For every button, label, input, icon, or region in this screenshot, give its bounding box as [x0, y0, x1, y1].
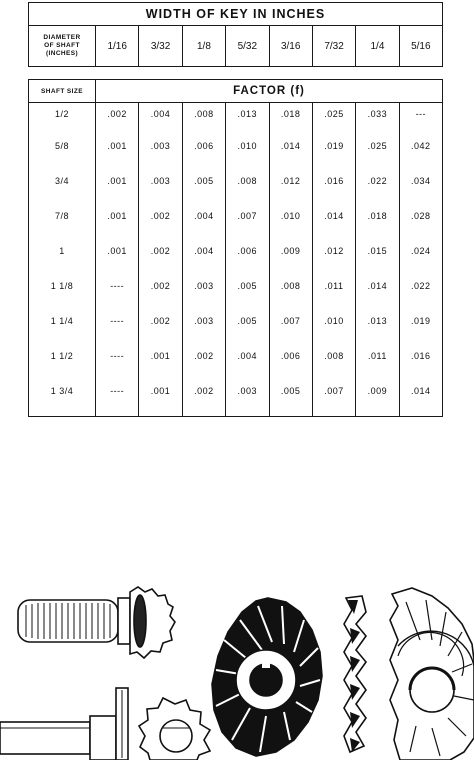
factor-value-cell: .002	[139, 308, 182, 343]
shaft-size-cell: 1 1/8	[29, 273, 96, 308]
factor-value-cell: .002	[182, 343, 225, 378]
factor-value-cell: .001	[139, 378, 182, 417]
factor-value-cell: .014	[399, 378, 442, 417]
factor-value-cell: .003	[226, 378, 269, 417]
shaft-size-header: SHAFT SIZE	[29, 80, 96, 103]
factor-value-cell: ----	[96, 273, 139, 308]
factor-value-cell: .018	[356, 203, 399, 238]
milling-cutters-illustration	[0, 560, 474, 760]
factor-value-cell: .001	[96, 133, 139, 168]
factor-value-cell: .022	[356, 168, 399, 203]
factor-value-cell: .022	[399, 273, 442, 308]
factor-value-cell: .009	[269, 238, 312, 273]
factor-value-cell: .019	[312, 133, 355, 168]
factor-value-cell: .005	[226, 273, 269, 308]
factor-value-cell: .011	[356, 343, 399, 378]
factor-value-cell: .002	[139, 203, 182, 238]
key-width-cell: 3/32	[139, 26, 182, 67]
factor-value-cell: .001	[139, 343, 182, 378]
factor-value-cell: .003	[139, 168, 182, 203]
factor-value-cell: .002	[182, 378, 225, 417]
factor-value-cell: .002	[139, 238, 182, 273]
factor-value-cell: .009	[356, 378, 399, 417]
factor-row	[29, 168, 443, 203]
factor-table-body	[29, 80, 443, 417]
factor-value-cell: .012	[312, 238, 355, 273]
factor-value-cell: .005	[269, 378, 312, 417]
factor-value-cell: .013	[356, 308, 399, 343]
factor-value-cell: .007	[312, 378, 355, 417]
factor-value-cell: .004	[182, 238, 225, 273]
key-width-cell: 1/4	[356, 26, 399, 67]
factor-value-cell: .007	[226, 203, 269, 238]
factor-value-cell: .025	[312, 103, 355, 134]
cutter-front-view-drawing	[139, 698, 210, 760]
key-width-cell: 5/32	[226, 26, 269, 67]
factor-value-cell: ----	[96, 378, 139, 417]
factor-value-cell: ---	[399, 103, 442, 134]
factor-value-cell: .006	[226, 238, 269, 273]
factor-row	[29, 133, 443, 168]
key-width-table	[28, 2, 443, 67]
factor-row	[29, 203, 443, 238]
factor-value-cell: .002	[139, 273, 182, 308]
woodruff-keyseat-cutter-drawing	[18, 587, 175, 658]
factor-value-cell: ----	[96, 343, 139, 378]
shaft-size-cell: 7/8	[29, 203, 96, 238]
factor-value-cell: ----	[96, 308, 139, 343]
factor-value-cell: .016	[312, 168, 355, 203]
factor-value-cell: .018	[269, 103, 312, 134]
key-width-cell: 7/32	[312, 26, 355, 67]
factor-value-cell: .014	[356, 273, 399, 308]
factor-value-cell: .013	[226, 103, 269, 134]
factor-value-cell: .012	[269, 168, 312, 203]
factor-value-cell: .001	[96, 203, 139, 238]
factor-value-cell: .007	[269, 308, 312, 343]
factor-value-cell: .004	[226, 343, 269, 378]
key-width-cell: 5/16	[399, 26, 442, 67]
factor-row	[29, 378, 443, 417]
factor-value-cell: .034	[399, 168, 442, 203]
factor-value-cell: .006	[269, 343, 312, 378]
factor-value-cell: .025	[356, 133, 399, 168]
factor-value-cell: .003	[182, 273, 225, 308]
shaft-size-cell: 5/8	[29, 133, 96, 168]
factor-value-cell: .014	[269, 133, 312, 168]
staggered-tooth-cutter-drawing	[212, 598, 322, 756]
shaft-size-cell: 1 3/4	[29, 378, 96, 417]
factor-row	[29, 308, 443, 343]
key-width-cell: 1/8	[182, 26, 225, 67]
factor-value-cell: .006	[182, 133, 225, 168]
factor-row	[29, 238, 443, 273]
factor-value-cell: .008	[226, 168, 269, 203]
factor-value-cell: .002	[96, 103, 139, 134]
factor-value-cell: .003	[139, 133, 182, 168]
factor-value-cell: .028	[399, 203, 442, 238]
shaft-size-cell: 1 1/2	[29, 343, 96, 378]
shaft-size-cell: 1/2	[29, 103, 96, 134]
factor-value-cell: .014	[312, 203, 355, 238]
factor-table	[28, 79, 443, 417]
factor-value-cell: .019	[399, 308, 442, 343]
factor-value-cell: .005	[182, 168, 225, 203]
factor-value-cell: .010	[312, 308, 355, 343]
shaft-size-cell: 1	[29, 238, 96, 273]
cutter-side-view-drawing	[344, 596, 366, 752]
factor-value-cell: .024	[399, 238, 442, 273]
factor-value-cell: .008	[312, 343, 355, 378]
factor-value-cell: .011	[312, 273, 355, 308]
key-width-title: WIDTH OF KEY IN INCHES	[29, 3, 443, 26]
shaft-diameter-header: DIAMETER OF SHAFT (INCHES)	[29, 26, 96, 67]
key-width-cell: 1/16	[96, 26, 139, 67]
factor-value-cell: .008	[269, 273, 312, 308]
half-side-cutter-drawing	[390, 588, 474, 760]
factor-value-cell: .015	[356, 238, 399, 273]
tshank-cutter-drawing	[0, 688, 128, 760]
factor-row	[29, 273, 443, 308]
factor-value-cell: .004	[139, 103, 182, 134]
factor-value-cell: .010	[226, 133, 269, 168]
factor-value-cell: .004	[182, 203, 225, 238]
factor-value-cell: .033	[356, 103, 399, 134]
factor-value-cell: .010	[269, 203, 312, 238]
factor-value-cell: .042	[399, 133, 442, 168]
factor-header: FACTOR (f)	[96, 80, 443, 103]
factor-row	[29, 103, 443, 134]
factor-value-cell: .001	[96, 238, 139, 273]
factor-value-cell: .003	[182, 308, 225, 343]
factor-value-cell: .005	[226, 308, 269, 343]
factor-row	[29, 343, 443, 378]
shaft-size-cell: 1 1/4	[29, 308, 96, 343]
factor-value-cell: .008	[182, 103, 225, 134]
key-width-cell: 3/16	[269, 26, 312, 67]
factor-value-cell: .016	[399, 343, 442, 378]
shaft-size-cell: 3/4	[29, 168, 96, 203]
factor-value-cell: .001	[96, 168, 139, 203]
